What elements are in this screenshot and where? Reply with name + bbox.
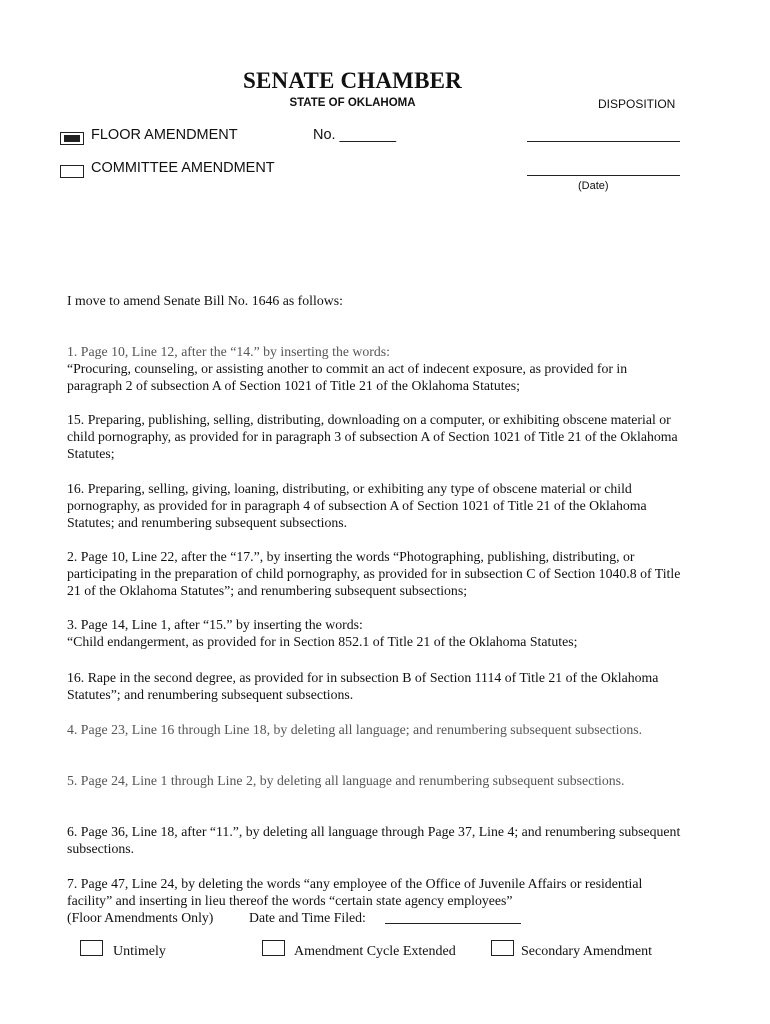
untimely-checkbox[interactable] (80, 940, 103, 956)
date-time-filed-line[interactable] (385, 923, 521, 924)
amendment-1-heading: 1. Page 10, Line 12, after the “14.” by inserting the words: (67, 344, 390, 359)
date-line[interactable] (527, 175, 680, 176)
amendment-3-heading: 3. Page 14, Line 1, after “15.” by inserting the words: (67, 617, 363, 632)
floor-amendment-checkbox[interactable] (60, 132, 84, 145)
amendment-16-text: 16. Preparing, selling, giving, loaning, distributing, or exhibiting any type of obscene material or child pornography, as provided for in paragraph 4 of subsection A of Section 1021 of Title 21 of the Oklahoma Statutes; and renumbering subsequent subsections. (67, 481, 647, 531)
amendment-number-field[interactable]: No. _______ (313, 127, 397, 143)
amendment-16b-text: 16. Rape in the second degree, as provided for in subsection B of Section 1114 of Title 21 of the Oklahoma Statutes”; and renumbering subsequent subsections. (67, 670, 659, 703)
amendment-4-text: 4. Page 23, Line 16 through Line 18, by deleting all language; and renumbering subsequent subsections. (67, 722, 643, 737)
intro-text: I move to amend Senate Bill No. 1646 as follows: (67, 293, 343, 308)
committee-amendment-checkbox[interactable] (60, 165, 84, 178)
date-label: (Date) (578, 180, 609, 192)
cycle-extended-checkbox[interactable] (262, 940, 285, 956)
amendment-15-text: 15. Preparing, publishing, selling, distributing, downloading on a computer, or exhibiting obscene material or child pornography, as provided for in paragraph 3 of subsection A of Section 1021 of Title 21 of the Oklahoma Statutes; (67, 412, 678, 462)
floor-amendment-label: FLOOR AMENDMENT (91, 127, 238, 143)
floor-only-label: (Floor Amendments Only) (67, 910, 214, 925)
amendment-1-text: “Procuring, counseling, or assisting another to commit an act of indecent exposure, as provided for in paragraph 2 of subsection A of Section 1021 of Title 21 of the Oklahoma Statutes; (67, 361, 628, 394)
state-subtitle: STATE OF OKLAHOMA (289, 97, 416, 109)
disposition-label: DISPOSITION (598, 97, 676, 111)
cycle-extended-label: Amendment Cycle Extended (294, 944, 456, 959)
committee-amendment-label: COMMITTEE AMENDMENT (91, 160, 275, 176)
amendment-6-text: 6. Page 36, Line 18, after “11.”, by deleting all language through Page 37, Line 4; and renumbering subsequent subsections. (67, 824, 681, 857)
untimely-label: Untimely (113, 944, 166, 959)
amendment-3-text: “Child endangerment, as provided for in Section 852.1 of Title 21 of the Oklahoma Statutes; (67, 634, 578, 649)
secondary-amendment-checkbox[interactable] (491, 940, 514, 956)
amendment-2-text: 2. Page 10, Line 22, after the “17.”, by inserting the words “Photographing, publishing, distributing, or participating in the preparation of child pornography, as provided for in subsection C of Section 1040.8 of Title 21 of the Oklahoma Statutes”; and renumbering subsequent subsections; (67, 549, 681, 599)
amendment-7-text: 7. Page 47, Line 24, by deleting the words “any employee of the Office of Juvenile Affairs or residential facility” and inserting in lieu thereof the words “certain state agency employees” (67, 876, 643, 909)
date-time-filed-label: Date and Time Filed: (249, 910, 366, 925)
page-title: SENATE CHAMBER (243, 68, 462, 93)
secondary-amendment-label: Secondary Amendment (521, 944, 653, 959)
disposition-line[interactable] (527, 141, 680, 142)
amendment-5-text: 5. Page 24, Line 1 through Line 2, by deleting all language and renumbering subsequent subsections. (67, 773, 625, 788)
